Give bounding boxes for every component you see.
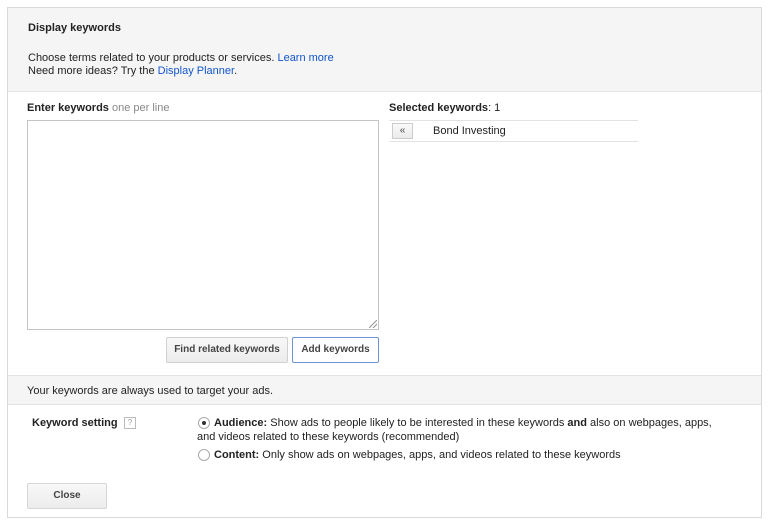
selected-keywords-count: : 1: [488, 102, 501, 114]
add-keywords-button[interactable]: Add keywords: [292, 337, 379, 363]
audience-option-line2: and videos related to these keywords (recommended): [197, 431, 460, 443]
audience-option-and: and: [567, 417, 587, 429]
dialog-header: [8, 8, 761, 92]
audience-option-text: [214, 416, 744, 430]
display-keywords-dialog: [7, 7, 762, 518]
desc-line1-text: Choose terms related to your products or services.: [28, 52, 278, 64]
display-planner-link[interactable]: Display Planner: [157, 65, 235, 77]
keywords-note-bar: [8, 375, 761, 405]
learn-more-link[interactable]: Learn more: [277, 52, 334, 64]
audience-option-desc-b: also on webpages, apps,: [586, 417, 712, 429]
remove-keyword-icon[interactable]: «: [392, 123, 413, 139]
enter-keywords-label: [27, 102, 169, 114]
dialog-title: Display keywords: [28, 22, 121, 34]
keywords-textarea[interactable]: [27, 120, 379, 330]
selected-keyword-row: [389, 120, 638, 142]
content-option-title: Content:: [214, 449, 260, 461]
keyword-setting-label: Keyword setting: [32, 417, 118, 429]
enter-keywords-title: Enter keywords: [27, 102, 109, 114]
desc-line2-suffix: .: [234, 65, 238, 77]
desc-line2-text: Need more ideas? Try the: [28, 65, 158, 77]
help-icon[interactable]: ?: [124, 417, 136, 429]
find-related-keywords-button[interactable]: Find related keywords: [166, 337, 288, 363]
content-option-text: [214, 448, 621, 462]
audience-option-title: Audience:: [214, 417, 268, 429]
content-radio[interactable]: [198, 449, 210, 461]
selected-keywords-title: Selected keywords: [389, 102, 489, 114]
enter-keywords-hint: one per line: [111, 102, 170, 114]
selected-keywords-label: [389, 102, 500, 114]
close-button[interactable]: Close: [27, 483, 107, 509]
resize-grip-icon[interactable]: [369, 320, 377, 328]
dialog-description: [28, 52, 334, 78]
keywords-note-text: Your keywords are always used to target your ads.: [27, 385, 274, 397]
selected-keyword-text: Bond Investing: [433, 125, 506, 137]
audience-radio[interactable]: [198, 417, 210, 429]
content-option-desc: Only show ads on webpages, apps, and videos related to these keywords: [259, 449, 621, 461]
audience-option-desc-a: Show ads to people likely to be interested in these keywords: [267, 417, 568, 429]
